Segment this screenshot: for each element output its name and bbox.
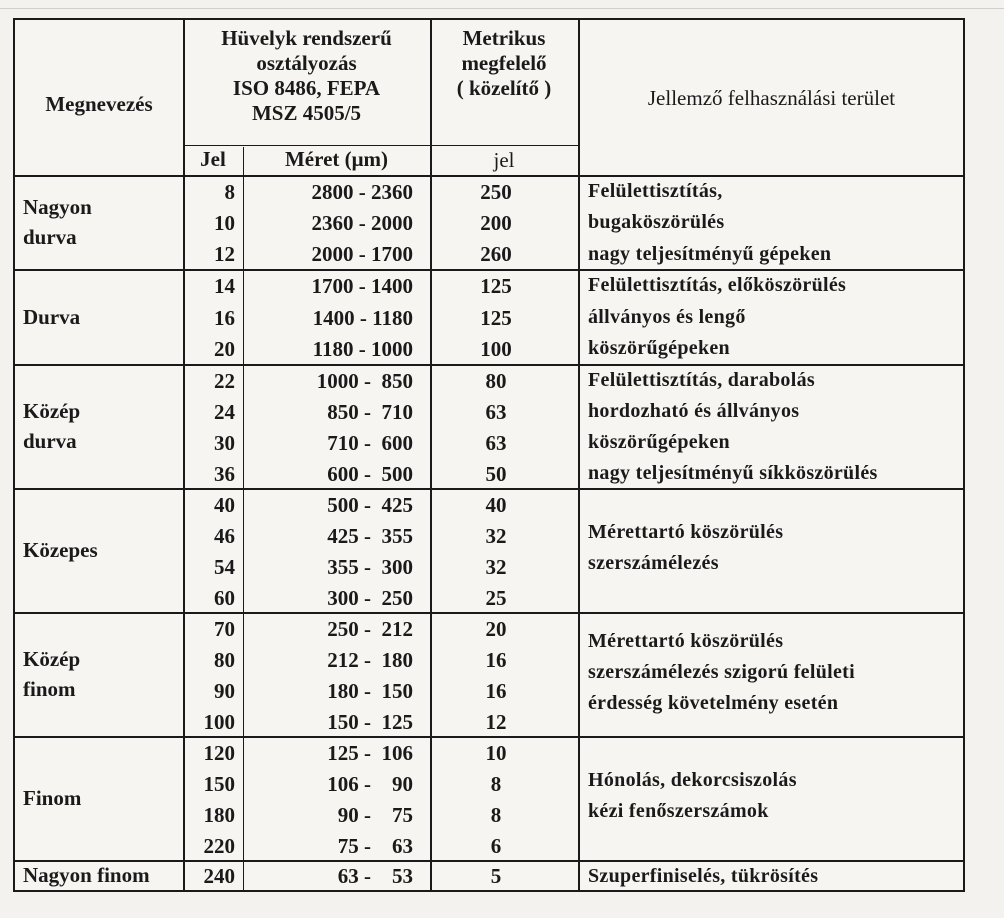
header-divider <box>15 175 963 177</box>
grit-size-um: 2000 - 1700 <box>311 242 413 267</box>
grit-size-um: 90 - 75 <box>337 802 413 827</box>
subheader-meret: Méret (μm) <box>284 147 389 171</box>
grit-size-um: 600 - 500 <box>327 461 413 486</box>
group-name: Durva <box>23 304 81 329</box>
usage-text: kézi fenőszerszámok <box>588 800 769 822</box>
grit-jel: 36 <box>214 461 235 486</box>
metric-jel: 8 <box>490 802 502 827</box>
scan-edge-line <box>0 8 1004 9</box>
usage-text: Mérettartó köszörülés <box>588 629 784 652</box>
group-name: Finom <box>23 786 82 810</box>
grit-jel: 12 <box>214 242 235 267</box>
group-divider <box>15 860 963 862</box>
grit-jel: 20 <box>214 337 235 362</box>
group-divider <box>15 269 963 271</box>
metric-jel: 125 <box>480 273 512 298</box>
group-name: finom <box>23 677 76 701</box>
grit-size-um: 125 - 106 <box>327 740 413 765</box>
metric-jel: 63 <box>485 399 507 424</box>
usage-text: nagy teljesítményű síkköszörülés <box>588 462 878 484</box>
grit-jel: 24 <box>214 399 235 424</box>
grit-size-um: 1000 - 850 <box>316 368 413 393</box>
metric-jel: 80 <box>485 368 507 393</box>
usage-text: köszörűgépeken <box>588 431 730 453</box>
abrasive-grit-table <box>13 18 965 892</box>
grit-size-um: 212 - 180 <box>327 647 413 672</box>
metric-jel: 100 <box>480 337 512 362</box>
grit-size-um: 250 - 212 <box>327 616 413 641</box>
grit-jel: 60 <box>214 585 235 610</box>
grit-size-um: 1400 - 1180 <box>312 305 413 330</box>
group-name: Közepes <box>23 538 98 562</box>
metric-jel: 16 <box>485 647 507 672</box>
header-subdivider <box>183 145 578 146</box>
grit-jel: 14 <box>214 273 235 298</box>
grit-size-um: 355 - 300 <box>327 554 413 579</box>
usage-text: érdesség követelmény esetén <box>588 691 839 714</box>
grit-jel: 70 <box>214 616 235 641</box>
metric-jel: 10 <box>485 740 507 765</box>
metric-jel: 5 <box>490 864 502 888</box>
grit-jel: 80 <box>214 647 235 672</box>
grit-jel: 240 <box>203 864 235 888</box>
grit-size-um: 2360 - 2000 <box>311 211 413 235</box>
group-name: Nagyon <box>23 195 92 219</box>
group-name: Közép <box>23 647 81 671</box>
grit-size-um: 425 - 355 <box>327 523 413 548</box>
grit-size-um: 1700 - 1400 <box>311 273 413 298</box>
grit-size-um: 300 - 250 <box>327 585 413 610</box>
group-name: durva <box>23 225 77 249</box>
metric-jel: 260 <box>480 242 512 267</box>
header-metric-equivalent: Metrikus megfelelő ( közelítő ) <box>456 26 552 100</box>
metric-jel: 40 <box>485 492 507 517</box>
group-name: Közép <box>23 399 81 423</box>
grit-size-um: 106 - 90 <box>327 771 413 796</box>
grit-jel: 150 <box>203 771 235 796</box>
grit-size-um: 710 - 600 <box>327 430 413 455</box>
usage-text: szerszámélezés <box>588 552 719 574</box>
metric-jel: 200 <box>480 211 512 235</box>
grit-jel: 8 <box>224 179 235 204</box>
metric-jel: 32 <box>485 523 507 548</box>
usage-text: Felülettisztítás, <box>588 180 723 202</box>
grit-jel: 46 <box>214 523 235 548</box>
usage-text: hordozható és állványos <box>588 400 800 422</box>
grit-size-um: 63 - 53 <box>337 864 413 888</box>
header-megnevezes: Megnevezés <box>45 92 153 116</box>
metric-jel: 25 <box>485 585 507 610</box>
grit-jel: 120 <box>203 740 235 765</box>
grit-size-um: 500 - 425 <box>327 492 413 517</box>
metric-jel: 6 <box>490 833 502 858</box>
col-divider <box>578 20 580 890</box>
grit-jel: 16 <box>214 305 235 330</box>
usage-text: köszörűgépeken <box>588 337 730 360</box>
grit-jel: 40 <box>214 492 235 517</box>
group-divider <box>15 364 963 366</box>
usage-text: szerszámélezés szigorú felületi <box>588 660 855 683</box>
usage-text: Mérettartó köszörülés <box>588 521 784 543</box>
group-divider <box>15 488 963 490</box>
group-name: Nagyon finom <box>23 863 150 887</box>
usage-text: Felülettisztítás, előköszörülés <box>588 274 847 296</box>
metric-jel: 20 <box>485 616 507 641</box>
metric-jel: 12 <box>485 709 507 734</box>
group-name: durva <box>23 429 77 453</box>
grit-jel: 30 <box>214 430 235 455</box>
grit-size-um: 150 - 125 <box>327 709 413 734</box>
group-divider <box>15 612 963 614</box>
grit-jel: 22 <box>214 368 235 393</box>
metric-jel: 125 <box>480 305 512 330</box>
usage-text: Szuperfiniselés, tükrösítés <box>588 865 819 887</box>
usage-text: Hónolás, dekorcsiszolás <box>588 769 797 791</box>
grit-jel: 90 <box>214 678 235 703</box>
grit-size-um: 180 - 150 <box>327 678 413 703</box>
usage-text: nagy teljesítményű gépeken <box>588 242 832 265</box>
grit-jel: 220 <box>203 833 235 858</box>
grit-size-um: 850 - 710 <box>327 399 413 424</box>
header-inch-classification: Hüvelyk rendszerű osztályozás ISO 8486, FEPA MSZ 4505/5 <box>221 26 392 125</box>
metric-jel: 63 <box>485 430 507 455</box>
usage-text: Felülettisztítás, darabolás <box>588 369 815 391</box>
metric-jel: 8 <box>490 771 502 796</box>
metric-jel: 50 <box>485 461 507 486</box>
metric-jel: 250 <box>480 179 512 204</box>
header-usage-area: Jellemző felhasználási terület <box>647 86 896 110</box>
grit-jel: 100 <box>203 709 235 734</box>
usage-text: bugaköszörülés <box>588 211 725 234</box>
grit-size-um: 1180 - 1000 <box>312 337 413 362</box>
metric-jel: 16 <box>485 678 507 703</box>
grit-jel: 10 <box>214 211 235 235</box>
subheader-metric-jel: jel <box>493 148 515 172</box>
metric-jel: 32 <box>485 554 507 579</box>
usage-text: állványos és lengő <box>588 305 746 328</box>
grit-size-um: 75 - 63 <box>337 833 413 858</box>
grit-jel: 54 <box>214 554 235 579</box>
group-divider <box>15 736 963 738</box>
grit-size-um: 2800 - 2360 <box>311 179 413 204</box>
grit-jel: 180 <box>203 802 235 827</box>
subheader-jel: Jel <box>200 147 226 171</box>
